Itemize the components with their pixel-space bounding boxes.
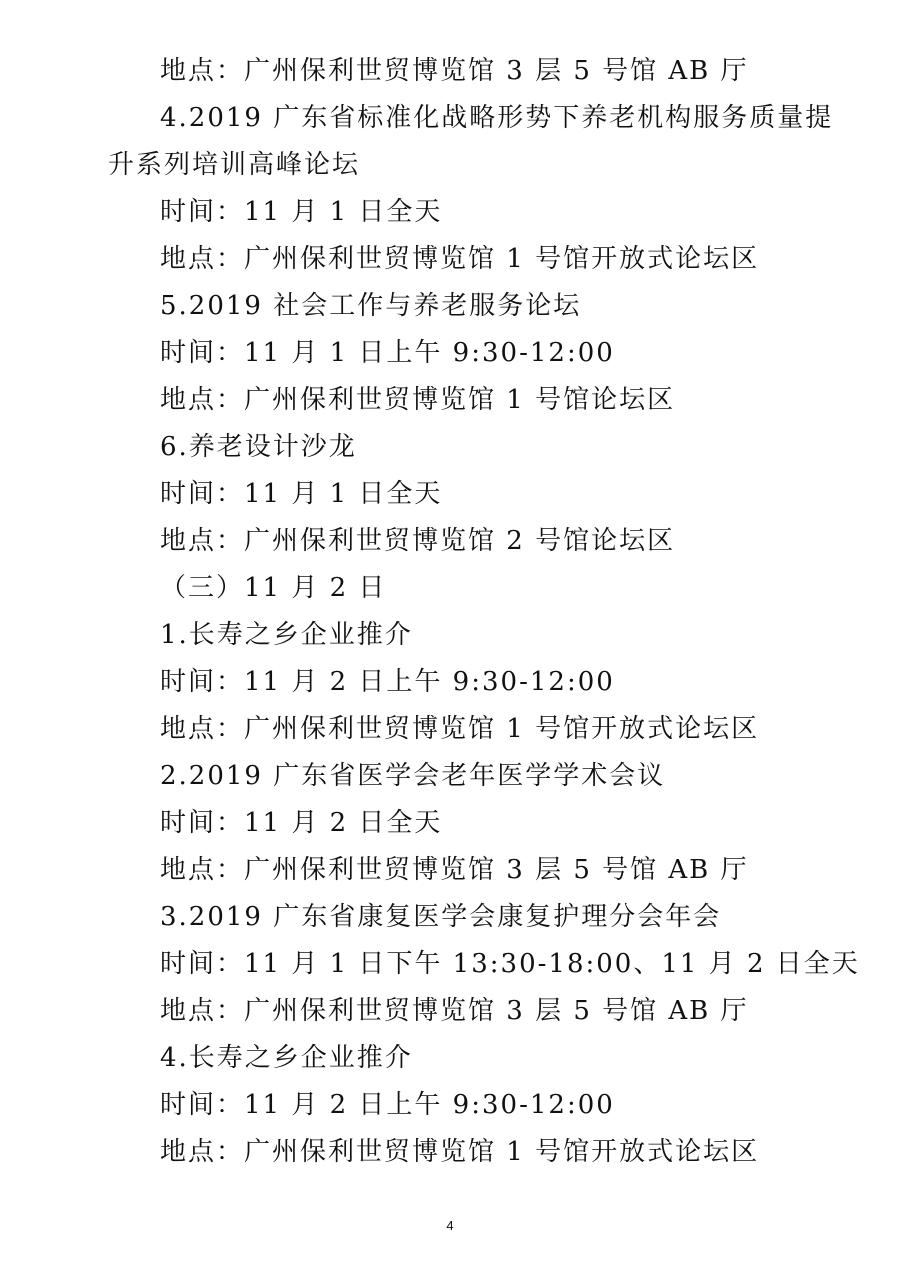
text-line: 地点：广州保利世贸博览馆 3 层 5 号馆 AB 厅 — [160, 855, 749, 885]
text-line: 4.长寿之乡企业推介 — [160, 1043, 413, 1073]
text-line: 升系列培训高峰论坛 — [108, 150, 361, 180]
text-line: 时间：11 月 2 日上午 9:30-12:00 — [160, 667, 615, 697]
text-line: 时间：11 月 2 日上午 9:30-12:00 — [160, 1090, 615, 1120]
text-line: 5.2019 社会工作与养老服务论坛 — [160, 291, 582, 321]
text-line: 地点：广州保利世贸博览馆 3 层 5 号馆 AB 厅 — [160, 56, 749, 86]
text-line: 时间：11 月 1 日下午 13:30-18:00、11 月 2 日全天 — [160, 949, 860, 979]
document-body — [0, 48, 900, 1176]
text-line: 2.2019 广东省医学会老年医学学术会议 — [160, 761, 666, 791]
text-line: 地点：广州保利世贸博览馆 1 号馆开放式论坛区 — [160, 1137, 760, 1167]
text-line: 3.2019 广东省康复医学会康复护理分会年会 — [160, 902, 722, 932]
text-line: 地点：广州保利世贸博览馆 2 号馆论坛区 — [160, 526, 676, 556]
text-line: 地点：广州保利世贸博览馆 3 层 5 号馆 AB 厅 — [160, 996, 749, 1026]
text-line: 时间：11 月 1 日上午 9:30-12:00 — [160, 338, 615, 368]
text-line: 6.养老设计沙龙 — [160, 432, 357, 462]
text-line: 时间：11 月 2 日全天 — [160, 808, 443, 838]
text-line: 地点：广州保利世贸博览馆 1 号馆开放式论坛区 — [160, 244, 760, 274]
text-line: 地点：广州保利世贸博览馆 1 号馆论坛区 — [160, 385, 676, 415]
section-heading: （三）11 月 2 日 — [160, 573, 387, 603]
text-line: 地点：广州保利世贸博览馆 1 号馆开放式论坛区 — [160, 714, 760, 744]
text-line: 4.2019 广东省标准化战略形势下养老机构服务质量提 — [160, 103, 834, 133]
text-line: 时间：11 月 1 日全天 — [160, 479, 443, 509]
text-line: 1.长寿之乡企业推介 — [160, 620, 413, 650]
page-number: 4 — [446, 1218, 454, 1233]
text-line: 时间：11 月 1 日全天 — [160, 197, 443, 227]
